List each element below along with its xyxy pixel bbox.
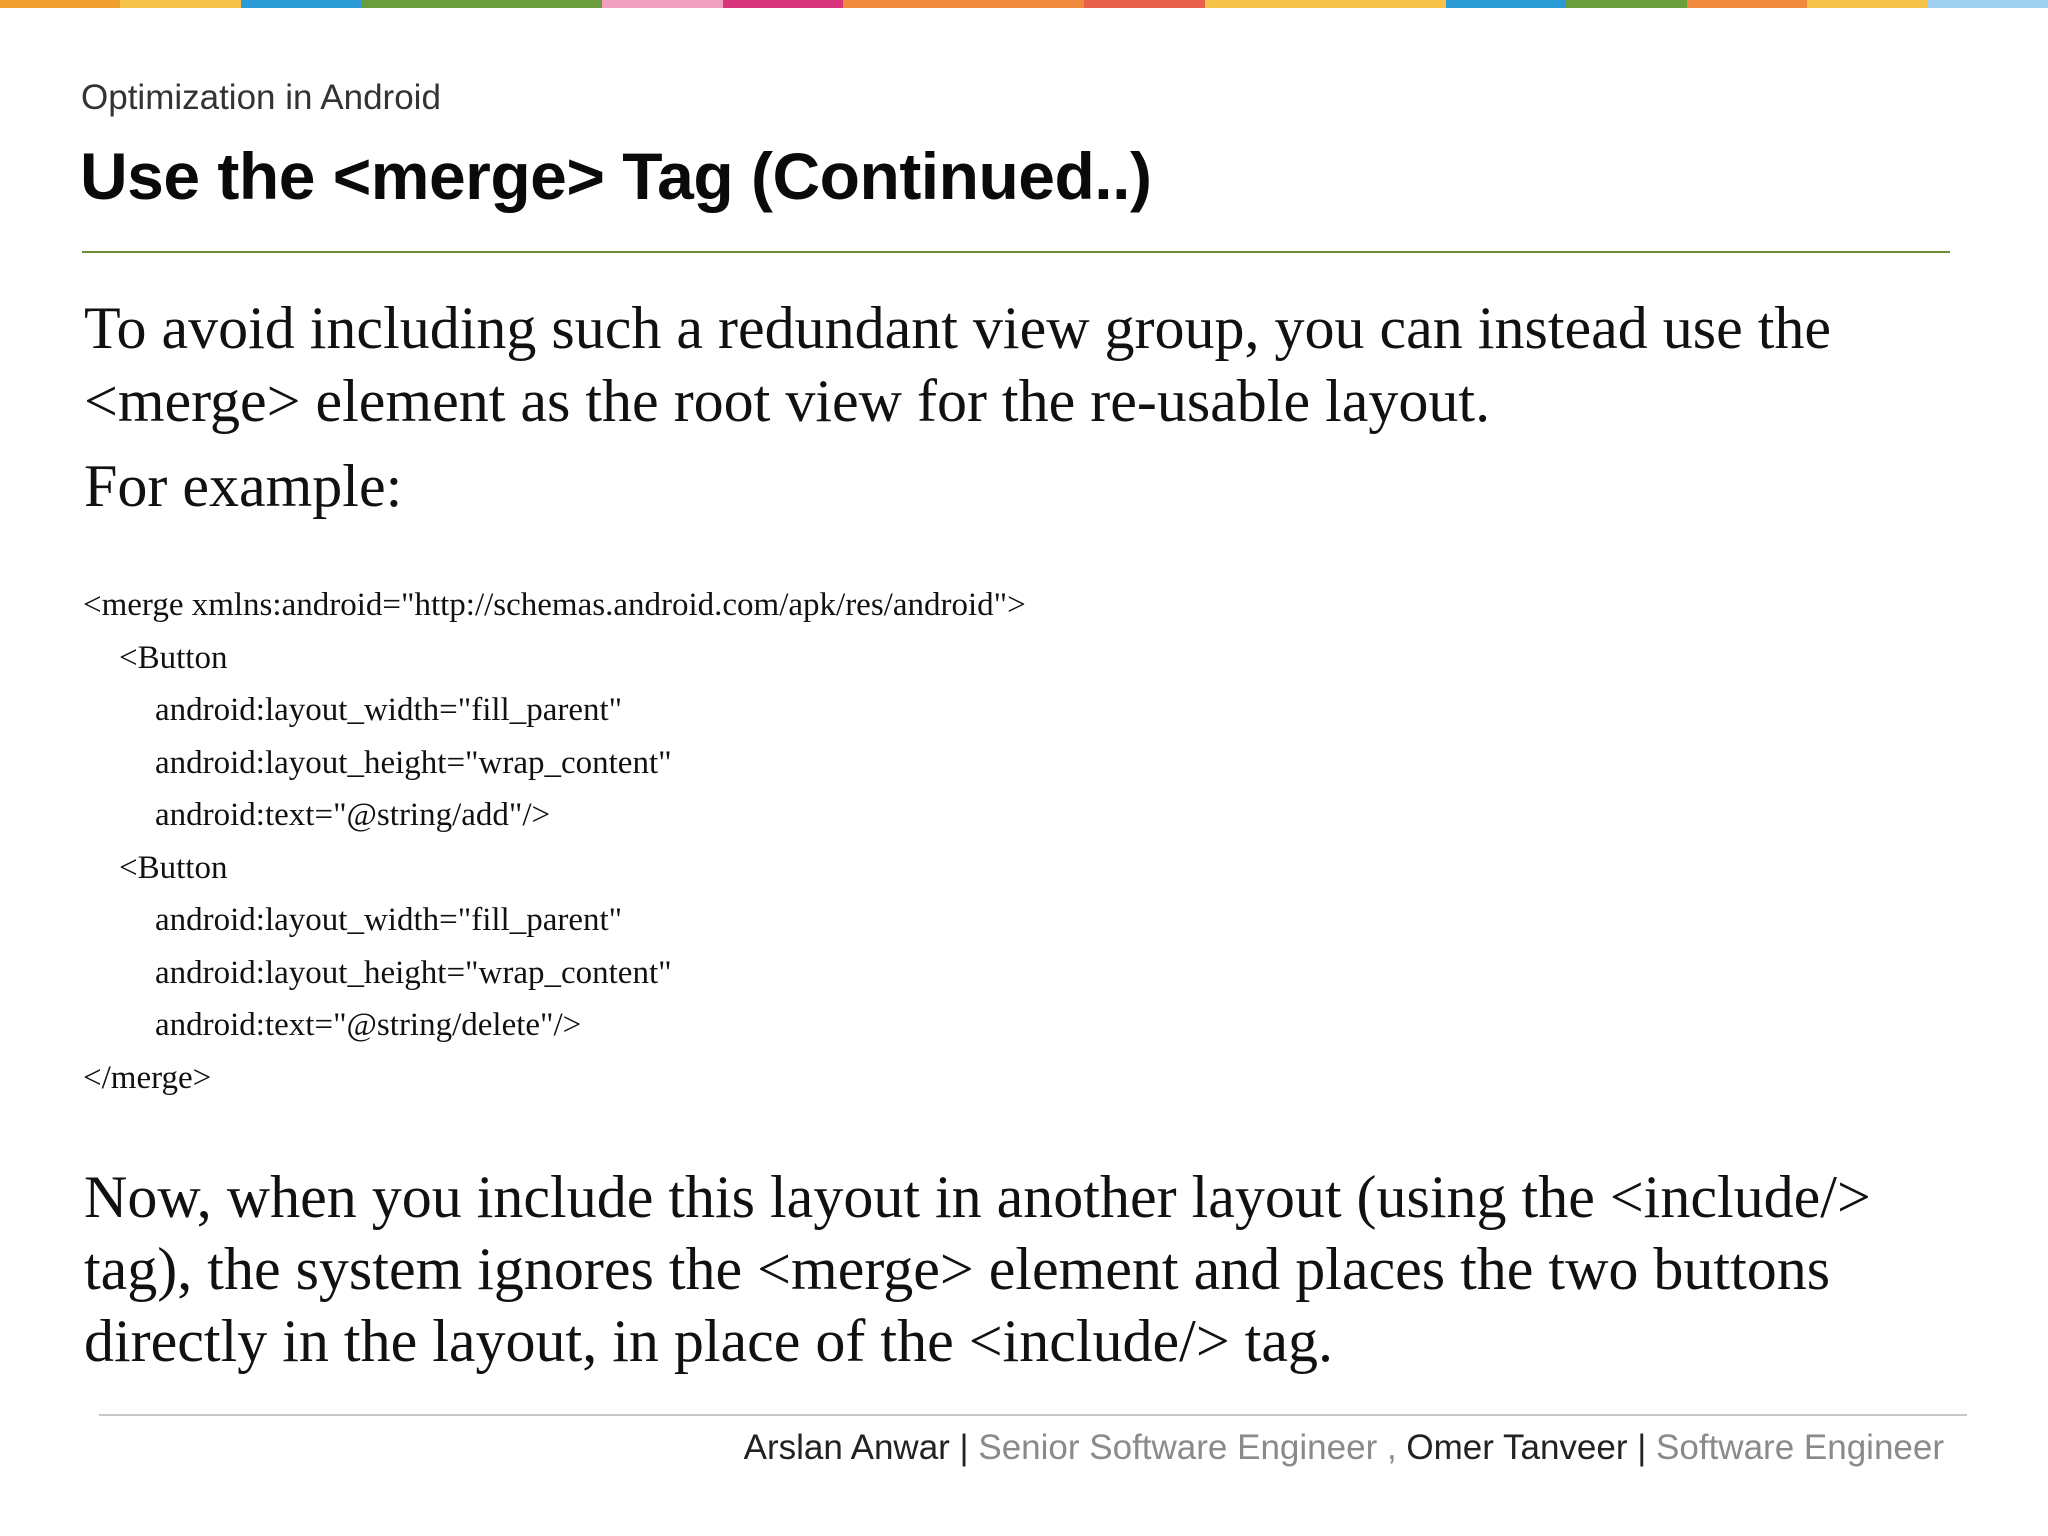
- stripe-segment: [1084, 0, 1204, 8]
- code-line: android:layout_width="fill_parent": [155, 902, 623, 938]
- author-role: Software Engineer: [1656, 1428, 1944, 1467]
- stripe-segment: [843, 0, 963, 8]
- code-line: android:text="@string/delete"/>: [155, 1007, 582, 1043]
- separator: |: [949, 1428, 979, 1467]
- stripe-segment: [1325, 0, 1445, 8]
- footer-credits: [744, 1428, 1944, 1468]
- outro-paragraph: [84, 1161, 1984, 1377]
- stripe-segment: [1687, 0, 1807, 8]
- top-color-stripe: [0, 0, 2048, 8]
- stripe-segment: [241, 0, 361, 8]
- stripe-segment: [120, 0, 240, 8]
- code-line: </merge>: [83, 1059, 212, 1096]
- code-line: <merge xmlns:android="http://schemas.android.com/apk/res/android">: [83, 587, 1026, 623]
- stripe-segment: [1205, 0, 1325, 8]
- outro-line: Now, when you include this layout in another layout (using the <include/>: [84, 1164, 1871, 1230]
- slide-subtitle: Optimization in Android: [81, 78, 441, 117]
- code-line: <Button: [119, 639, 228, 676]
- title-divider: [82, 251, 1950, 253]
- code-line: android:text="@string/add"/>: [155, 797, 551, 833]
- outro-line: tag), the system ignores the <merge> element and places the two buttons: [84, 1236, 1831, 1302]
- author-name: Arslan Anwar: [743, 1428, 950, 1467]
- code-line: <Button: [119, 849, 228, 886]
- intro-line: <merge> element as the root view for the re-usable layout.: [84, 368, 1491, 434]
- code-example: [83, 586, 1026, 1111]
- author-name: Omer Tanveer: [1406, 1428, 1628, 1467]
- stripe-segment: [1566, 0, 1686, 8]
- footer-divider: [99, 1414, 1967, 1416]
- stripe-segment: [361, 0, 481, 8]
- stripe-segment: [723, 0, 843, 8]
- stripe-segment: [602, 0, 722, 8]
- outro-line: directly in the layout, in place of the <include/> tag.: [84, 1308, 1333, 1374]
- stripe-segment: [1807, 0, 1927, 8]
- intro-paragraph: [84, 292, 1964, 438]
- author-role: Senior Software Engineer ,: [978, 1428, 1407, 1467]
- stripe-segment: [482, 0, 602, 8]
- example-label: For example:: [84, 453, 403, 519]
- stripe-segment: [0, 0, 120, 8]
- stripe-segment: [1446, 0, 1566, 8]
- stripe-segment: [964, 0, 1084, 8]
- code-line: android:layout_height="wrap_content": [155, 744, 672, 781]
- intro-line: To avoid including such a redundant view group, you can instead use the: [84, 295, 1832, 361]
- stripe-segment: [1928, 0, 2048, 8]
- code-line: android:layout_height="wrap_content": [155, 954, 672, 991]
- separator: |: [1627, 1428, 1657, 1467]
- code-line: android:layout_width="fill_parent": [155, 692, 623, 728]
- slide-title: Use the <merge> Tag (Continued..): [80, 139, 1152, 213]
